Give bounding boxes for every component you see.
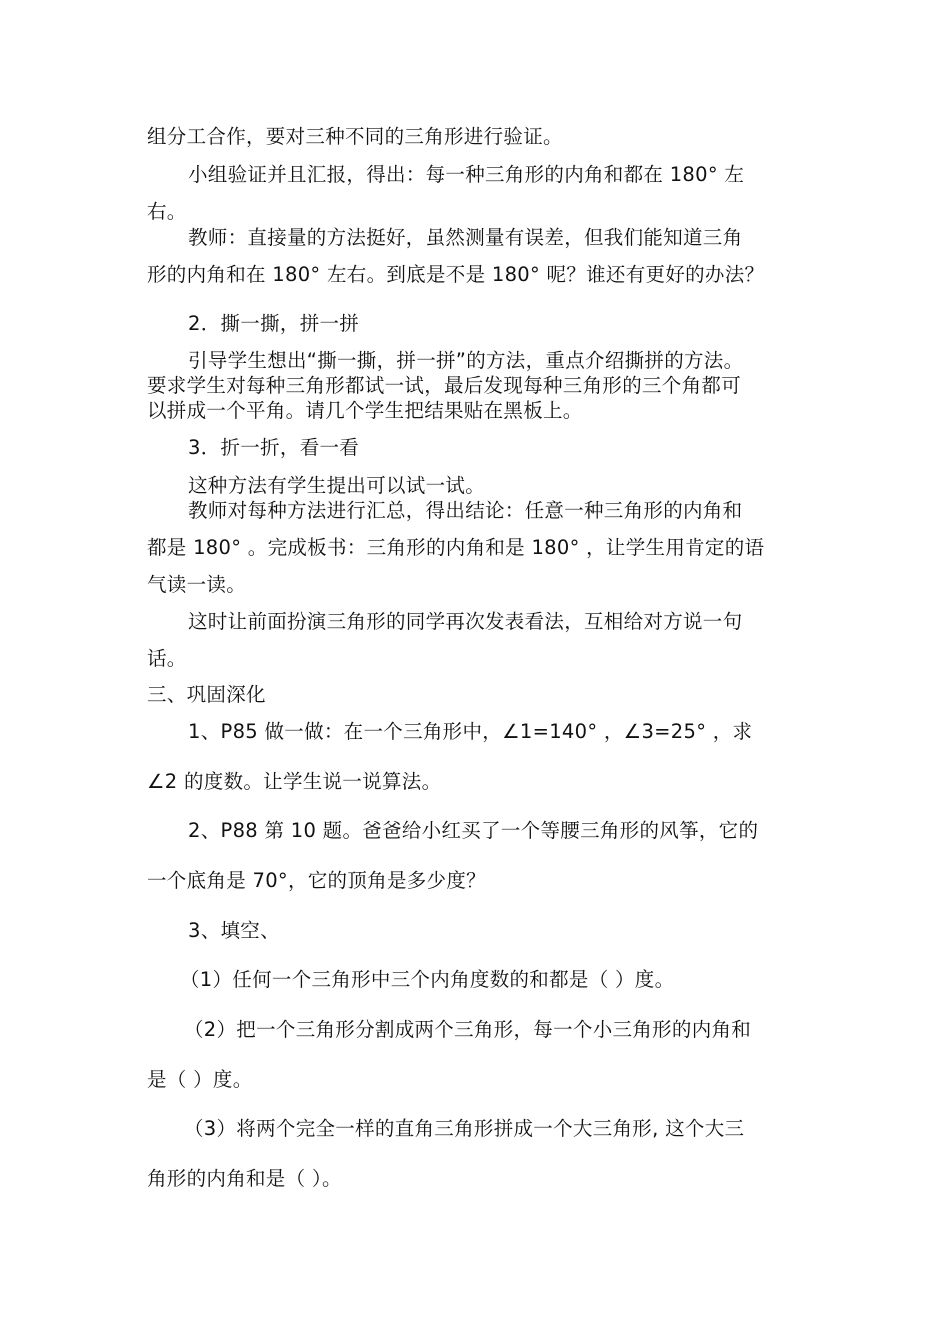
text-line: 这时让前面扮演三角形的同学再次发表看法，互相给对方说一句 bbox=[188, 610, 743, 633]
text-line: 教师对每种方法进行汇总，得出结论：任意一种三角形的内角和 bbox=[188, 499, 743, 522]
text-line: 组分工合作，要对三种不同的三角形进行验证。 bbox=[147, 125, 563, 148]
text-line: 形的内角和在 180° 左右。到底是不是 180° 呢？谁还有更好的办法？ bbox=[147, 263, 765, 286]
fill-blank-item: 角形的内角和是（ ）。 bbox=[147, 1167, 342, 1190]
text-line: 以拼成一个平角。请几个学生把结果贴在黑板上。 bbox=[147, 399, 583, 422]
text-line: 话。 bbox=[147, 647, 187, 670]
fill-blank-item: （1）任何一个三角形中三个内角度数的和都是（ ）度。 bbox=[180, 968, 675, 991]
text-line: 右。 bbox=[147, 200, 187, 223]
text-line: 这种方法有学生提出可以试一试。 bbox=[188, 474, 486, 497]
text-line: 都是 180° 。完成板书：三角形的内角和是 180° ，让学生用肯定的语 bbox=[147, 536, 765, 559]
text-line: 教师：直接量的方法挺好，虽然测量有误差，但我们能知道三角 bbox=[188, 226, 743, 249]
exercise-line: ∠2 的度数。让学生说一说算法。 bbox=[147, 770, 442, 793]
exercise-line: 1、P85 做一做：在一个三角形中，∠1=140° ，∠3=25° ，求 bbox=[188, 720, 753, 743]
exercise-line: 2、P88 第 10 题。爸爸给小红买了一个等腰三角形的风筝，它的 bbox=[188, 819, 759, 842]
exercise-heading: 3、填空、 bbox=[188, 919, 280, 942]
section-heading: 2．撕一撕，拼一拼 bbox=[188, 312, 360, 335]
section-heading: 三、巩固深化 bbox=[147, 683, 266, 706]
exercise-line: 一个底角是 70°，它的顶角是多少度？ bbox=[147, 869, 486, 892]
fill-blank-item: （3）将两个完全一样的直角三角形拼成一个大三角形, 这个大三 bbox=[184, 1117, 745, 1140]
text-line: 气读一读。 bbox=[147, 573, 247, 596]
section-heading: 3．折一折，看一看 bbox=[188, 436, 360, 459]
text-line: 小组验证并且汇报，得出：每一种三角形的内角和都在 180° 左 bbox=[188, 163, 745, 186]
text-line: 要求学生对每种三角形都试一试，最后发现每种三角形的三个角都可 bbox=[147, 374, 742, 397]
fill-blank-item: 是（ ）度。 bbox=[147, 1068, 253, 1091]
fill-blank-item: （2）把一个三角形分割成两个三角形，每一个小三角形的内角和 bbox=[184, 1018, 752, 1041]
text-line: 引导学生想出“撕一撕，拼一拼”的方法，重点介绍撕拼的方法。 bbox=[188, 349, 744, 372]
